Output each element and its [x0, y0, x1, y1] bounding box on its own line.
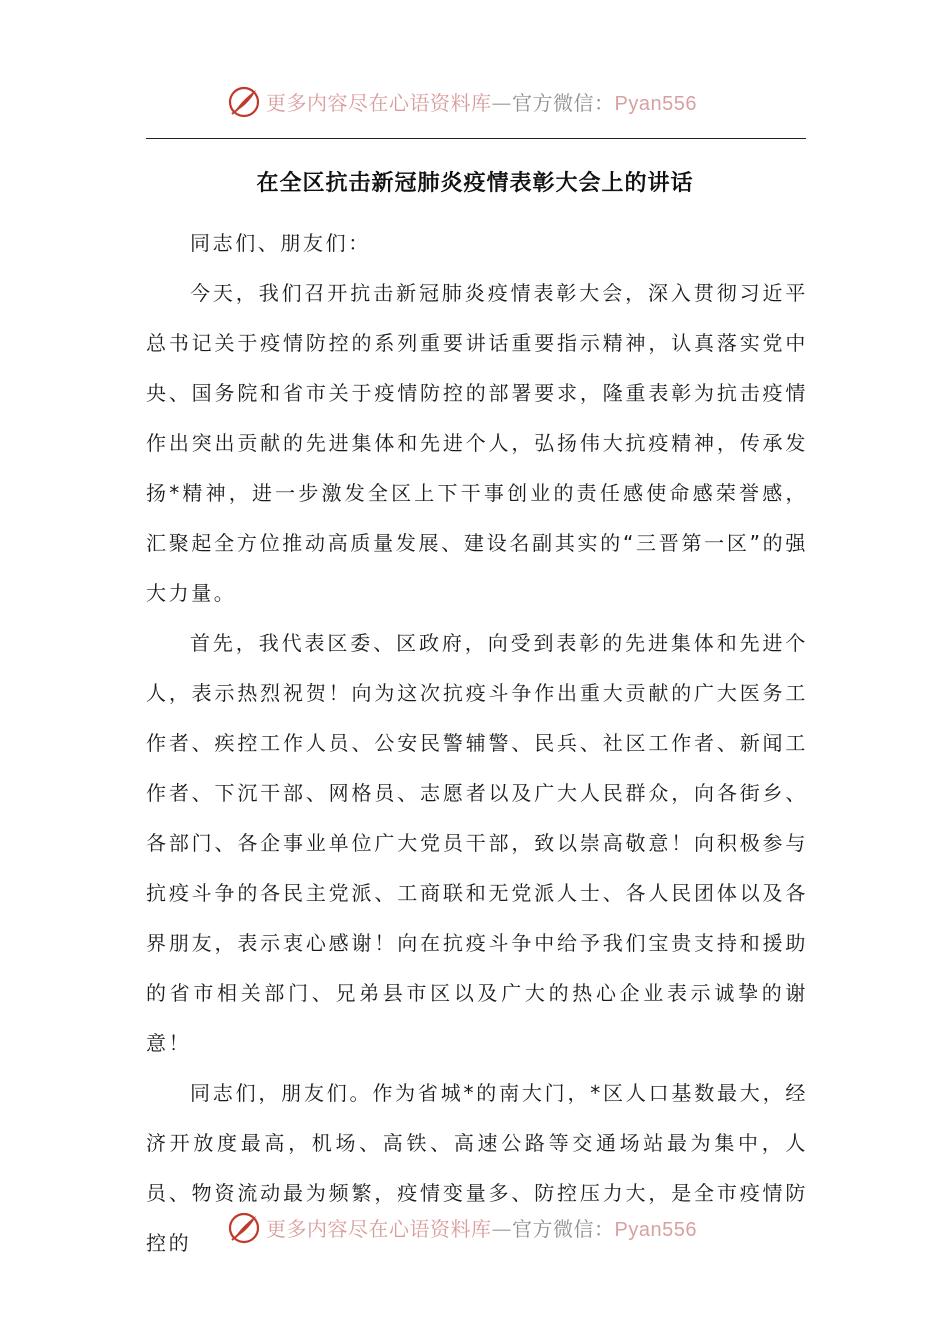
wechat-id: Pyan556 [614, 1219, 697, 1241]
paragraph-2: 首先，我代表区委、区政府，向受到表彰的先进集体和先进个人，表示热烈祝贺！向为这次抗疫斗争作出重大贡献的广大医务工作者、疾控工作人员、公安民警辅警、民兵、社区工作者、新闻工作者、下沉干部、网格员、志愿者以及广大人民群众，向各街乡、各部门、各企事业单位广大党员干部，致以崇高敬意！向积极参与抗疫斗争的各民主党派、工商联和无党派人士、各人民团体以及各界朋友，表示衷心感谢！向在抗疫斗争中给予我们宝贵支持和援助的省市相关部门、兄弟县市区以及广大的热心企业表示诚挚的谢意！ [146, 631, 808, 1055]
wechat-id: Pyan556 [614, 93, 697, 115]
brand-text: 更多内容尽在心语资料库 [266, 1217, 492, 1241]
quill-pen-logo-icon [226, 84, 262, 120]
footer-watermark-banner [0, 1210, 950, 1250]
header-watermark-banner [0, 84, 950, 124]
header-divider [146, 138, 806, 139]
official-label: 官方微信： [512, 91, 615, 115]
document-body [146, 218, 808, 1268]
salutation: 同志们、朋友们： [190, 231, 371, 255]
brand-text: 更多内容尽在心语资料库 [266, 91, 492, 115]
banner-dash: — [491, 1217, 512, 1241]
paragraph-3: 同志们，朋友们。作为省城*的南大门，*区人口基数最大，经济开放度最高，机场、高铁、高速公路等交通场站最为集中，人员、物资流动最为频繁，疫情变量多、防控压力大，是全市疫情防控的 [146, 1081, 808, 1255]
document-title: 在全区抗击新冠肺炎疫情表彰大会上的讲话 [256, 171, 694, 196]
banner-dash: — [491, 91, 512, 115]
quill-pen-logo-icon [226, 1210, 262, 1246]
paragraph-1: 今天，我们召开抗击新冠肺炎疫情表彰大会，深入贯彻习近平总书记关于疫情防控的系列重要讲话重要指示精神，认真落实党中央、国务院和省市关于疫情防控的部署要求，隆重表彰为抗击疫情作出突出贡献的先进集体和先进个人，弘扬伟大抗疫精神，传承发扬*精神，进一步激发全区上下干事创业的责任感使命感荣誉感，汇聚起全方位推动高质量发展、建设名副其实的“三晋第一区”的强大力量。 [146, 281, 808, 605]
official-label: 官方微信： [512, 1217, 615, 1241]
banner-text [266, 90, 697, 117]
banner-text [266, 1216, 697, 1243]
